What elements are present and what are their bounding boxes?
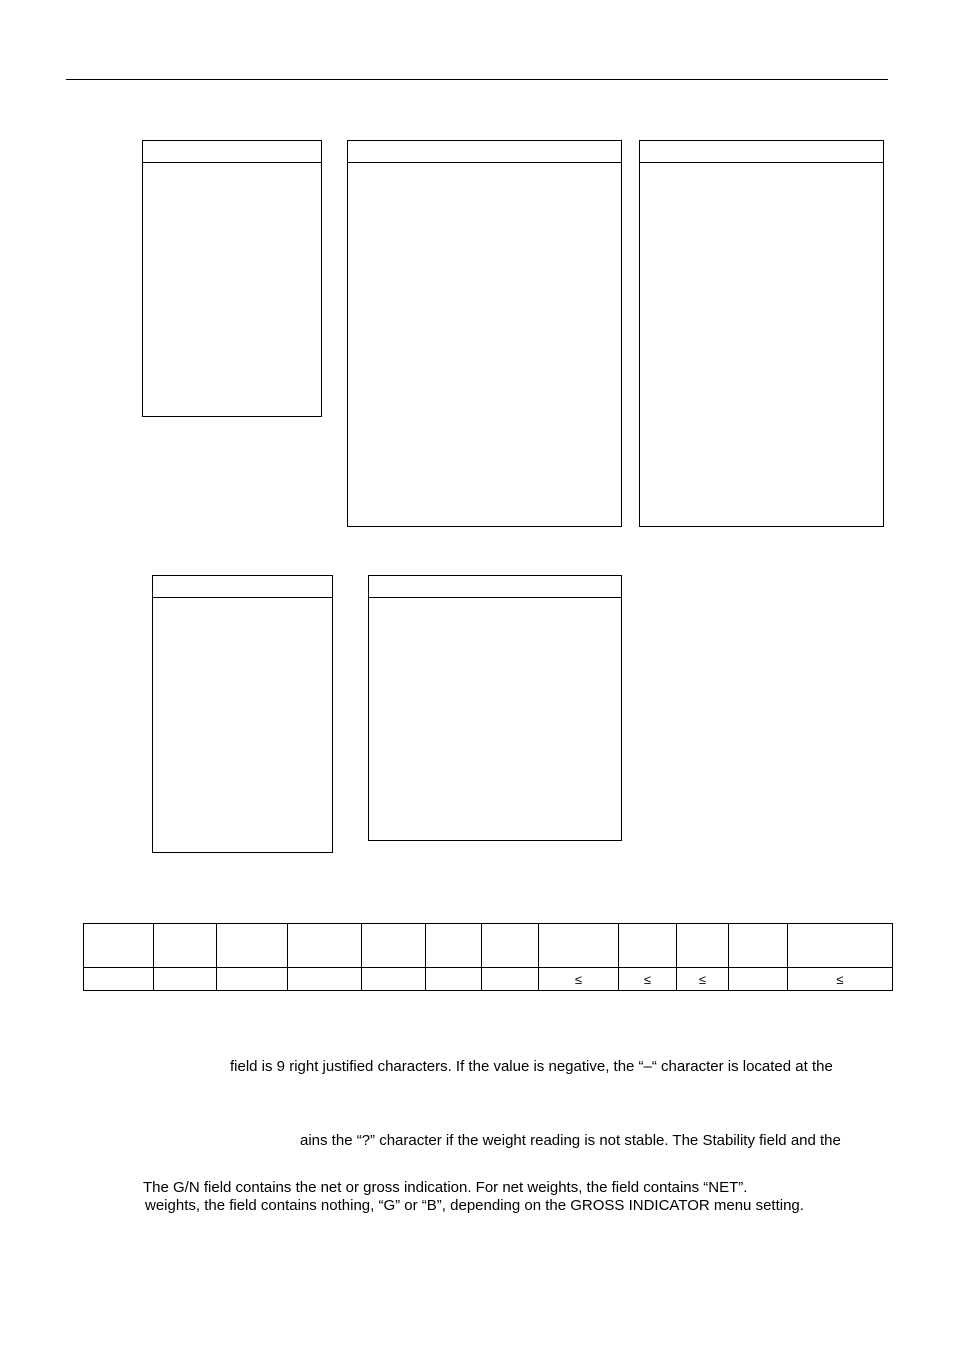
gn-field-description-line1: The G/N field contains the net or gross indication. For net weights, the field contains “NET”. xyxy=(143,1179,748,1196)
table-cell xyxy=(154,924,217,968)
table-cell xyxy=(788,924,893,968)
table-cell xyxy=(539,924,619,968)
table-cell xyxy=(288,968,362,991)
table-cell xyxy=(729,924,788,968)
table-row xyxy=(84,968,893,991)
output-format-table xyxy=(83,923,893,991)
option-box-3-header xyxy=(640,141,883,163)
option-box-1 xyxy=(142,140,322,417)
stability-field-description: ains the “?” character if the weight reading is not stable. The Stability field and the xyxy=(300,1132,841,1149)
table-cell xyxy=(154,968,217,991)
option-box-2 xyxy=(347,140,622,527)
table-cell xyxy=(482,968,539,991)
header-rule xyxy=(66,79,888,80)
table-cell xyxy=(619,924,677,968)
option-box-3 xyxy=(639,140,884,527)
table-cell xyxy=(729,968,788,991)
table-cell: ≤ xyxy=(788,968,893,991)
option-box-4 xyxy=(152,575,333,853)
option-box-2-header xyxy=(348,141,621,163)
table-cell xyxy=(288,924,362,968)
table-cell xyxy=(362,968,426,991)
table-cell xyxy=(217,924,288,968)
table-cell xyxy=(426,968,482,991)
table-cell xyxy=(84,968,154,991)
table-cell xyxy=(677,924,729,968)
table-cell: ≤ xyxy=(619,968,677,991)
table-cell xyxy=(426,924,482,968)
table-cell xyxy=(362,924,426,968)
table-cell: ≤ xyxy=(539,968,619,991)
table-cell: ≤ xyxy=(677,968,729,991)
option-box-1-header xyxy=(143,141,321,163)
option-box-5-header xyxy=(369,576,621,598)
table-cell xyxy=(217,968,288,991)
table-cell xyxy=(84,924,154,968)
option-box-5 xyxy=(368,575,622,841)
option-box-4-header xyxy=(153,576,332,598)
table-cell xyxy=(482,924,539,968)
weight-field-description: field is 9 right justified characters. If the value is negative, the “–“ character is located at the xyxy=(230,1058,833,1075)
table-row xyxy=(84,924,893,968)
gn-field-description-line2: weights, the field contains nothing, “G” or “B”, depending on the GROSS INDICATOR menu setting. xyxy=(145,1197,804,1214)
